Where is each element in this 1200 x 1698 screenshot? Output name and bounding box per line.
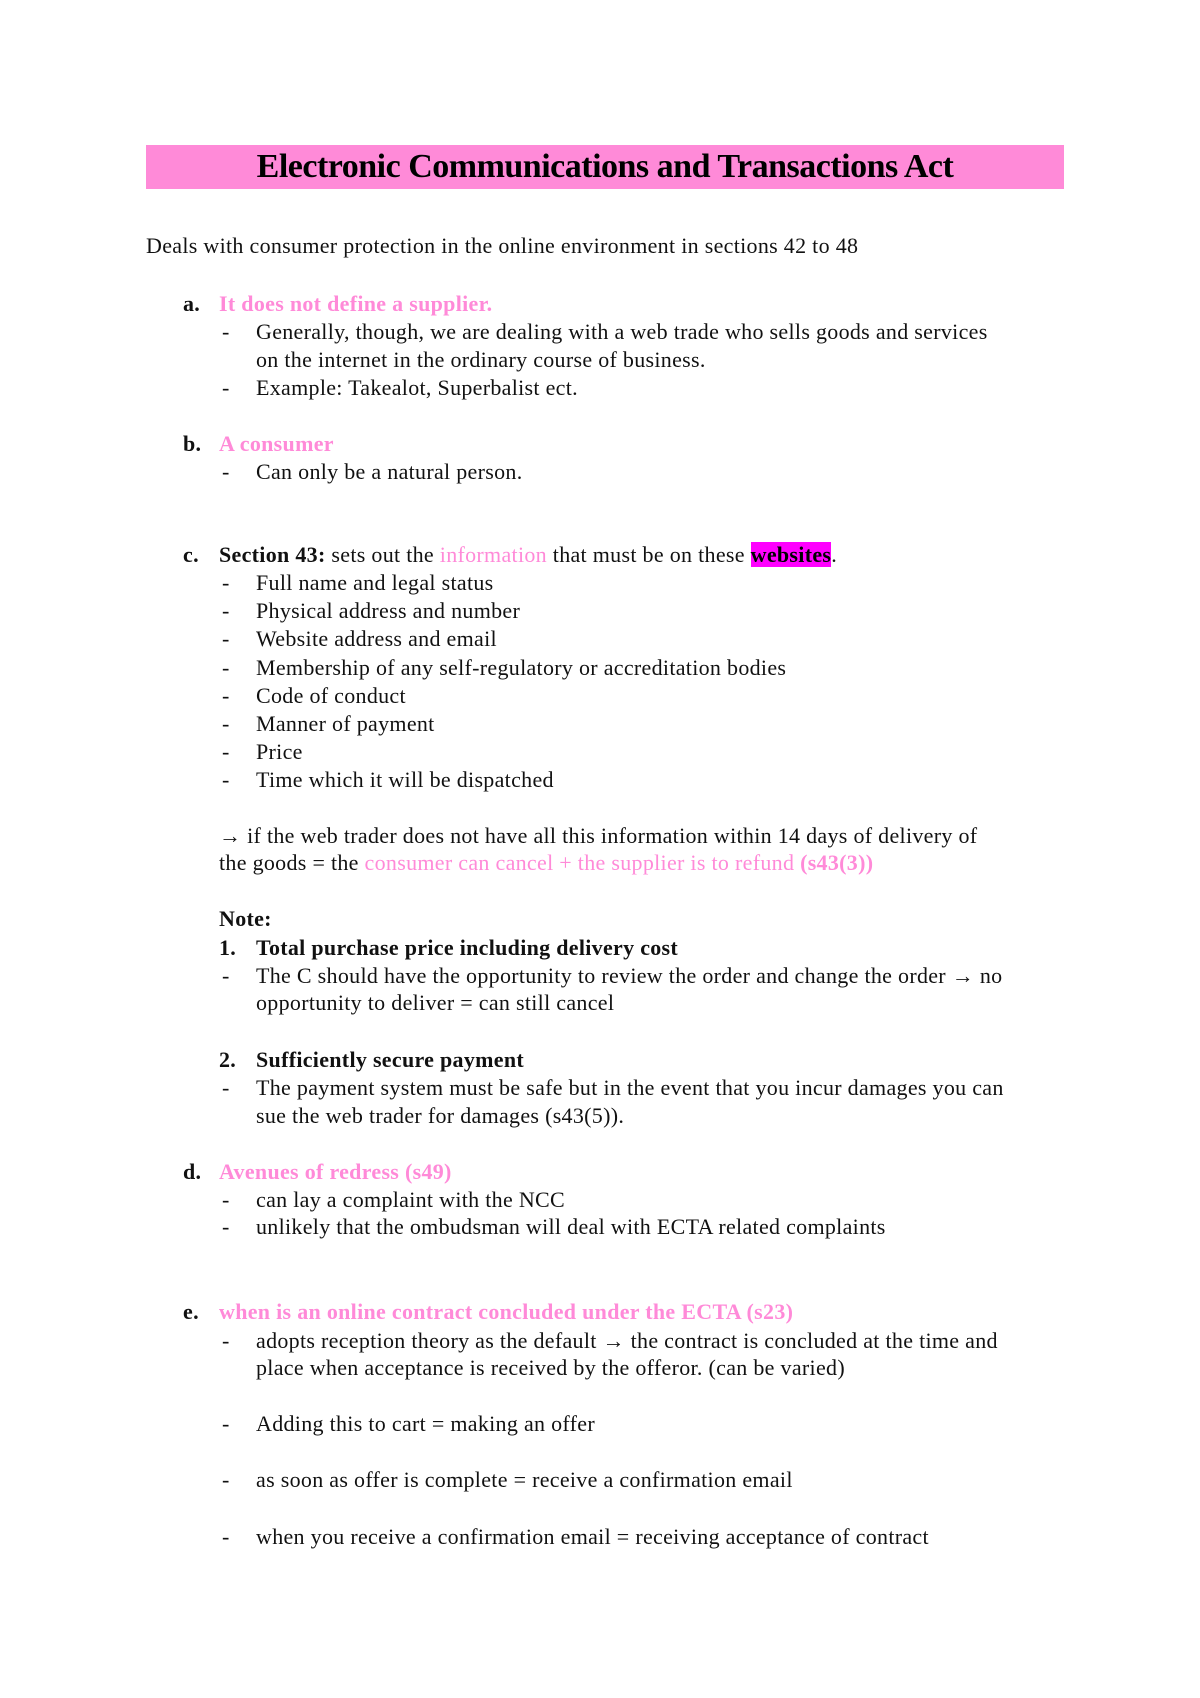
dash: - [222,375,230,400]
note-1-line-1 [256,962,1002,990]
text: that must be on these [552,542,745,567]
bullet-a-1-cont: on the internet in the ordinary course of business. [256,347,706,372]
heading-e: when is an online contract concluded under the ECTA (s23) [219,1299,794,1324]
bullet-c-item: Code of conduct [256,682,406,708]
arrow-icon: → [602,1328,625,1353]
note-num-2: 2. [219,1047,237,1072]
intro-text: Deals with consumer protection in the online environment in sections 42 to 48 [146,233,859,258]
bullet-e-1 [256,1327,998,1355]
arrow-line-1 [219,822,977,850]
bullet-c-item: Price [256,739,303,765]
text: adopts reception theory as the default [256,1328,597,1353]
highlighted-text: websites [750,542,832,567]
bullet-a-2: Example: Takealot, Superbalist ect. [256,375,578,400]
note-heading-2: Sufficiently secure payment [256,1047,524,1072]
dash: - [222,1328,230,1353]
marker-e: e. [183,1299,199,1324]
note-heading-1: Total purchase price including delivery cost [256,935,679,960]
dash: - [222,711,230,736]
arrow-icon: → [219,823,242,848]
arrow-icon: → [951,963,975,988]
marker-b: b. [183,431,202,456]
heading-d: Avenues of redress (s49) [219,1159,452,1184]
text: no [979,963,1003,988]
pink-text: information [439,542,547,567]
bullet-c-item: Manner of payment [256,711,435,736]
heading-a: It does not define a supplier. [219,291,493,316]
text: . [831,542,838,567]
bullet-e-4: when you receive a confirmation email = receiving acceptance of contract [256,1524,929,1549]
bullet-c-item: Full name and legal status [256,570,494,595]
pink-ref: (s43(3)) [800,850,874,875]
marker-a: a. [183,291,201,316]
dash: - [222,739,230,765]
dash: - [222,682,230,708]
dash: - [222,1214,230,1239]
bullet-c-item: Website address and email [256,626,497,652]
heading-b: A consumer [219,431,334,456]
dash: - [222,459,230,484]
dash: - [222,1467,230,1492]
note-2-line-2: sue the web trader for damages (s43(5)). [256,1103,625,1128]
arrow-line-2 [219,849,873,877]
bullet-e-1-cont: place when acceptance is received by the offeror. (can be varied) [256,1355,845,1380]
section-label: Section 43: [219,542,326,567]
text: the contract is concluded at the time and [630,1328,998,1353]
text: sets out the [331,542,434,567]
bullet-a-1: Generally, though, we are dealing with a web trade who sells goods and services [256,319,988,344]
text: the goods = the [219,850,359,875]
dash: - [222,1411,230,1436]
bullet-e-2: Adding this to cart = making an offer [256,1411,595,1436]
bullet-d-2: unlikely that the ombudsman will deal with ECTA related complaints [256,1214,886,1239]
bullet-d-1: can lay a complaint with the NCC [256,1187,565,1212]
dash: - [222,626,230,652]
dash: - [222,1187,230,1212]
dash: - [222,319,230,344]
text: The C should have the opportunity to review the order and change the order [256,963,946,988]
document-title: Electronic Communications and Transactions Act [256,148,954,185]
dash: - [222,598,230,624]
dash: - [222,570,230,595]
dash: - [222,654,230,680]
bullet-c-item: Time which it will be dispatched [256,767,554,793]
heading-c [219,541,837,569]
note-num-1: 1. [219,935,237,960]
marker-c: c. [183,542,199,567]
note-label: Note: [219,906,272,931]
bullet-b-1: Can only be a natural person. [256,459,523,484]
dash: - [222,767,230,793]
bullet-c-item: Physical address and number [256,598,521,624]
marker-d: d. [183,1159,202,1184]
title-banner [146,145,1064,189]
dash: - [222,1524,230,1549]
note-1-line-2: opportunity to deliver = can still cancel [256,990,615,1015]
bullet-e-3: as soon as offer is complete = receive a confirmation email [256,1467,793,1492]
bullet-c-item: Membership of any self-regulatory or accreditation bodies [256,654,787,680]
pink-text: consumer can cancel + the supplier is to refund [364,850,795,875]
dash: - [222,1075,230,1100]
note-2-line-1: The payment system must be safe but in the event that you incur damages you can [256,1075,1004,1100]
text: if the web trader does not have all this information within 14 days of delivery of [247,823,978,848]
dash: - [222,963,230,988]
